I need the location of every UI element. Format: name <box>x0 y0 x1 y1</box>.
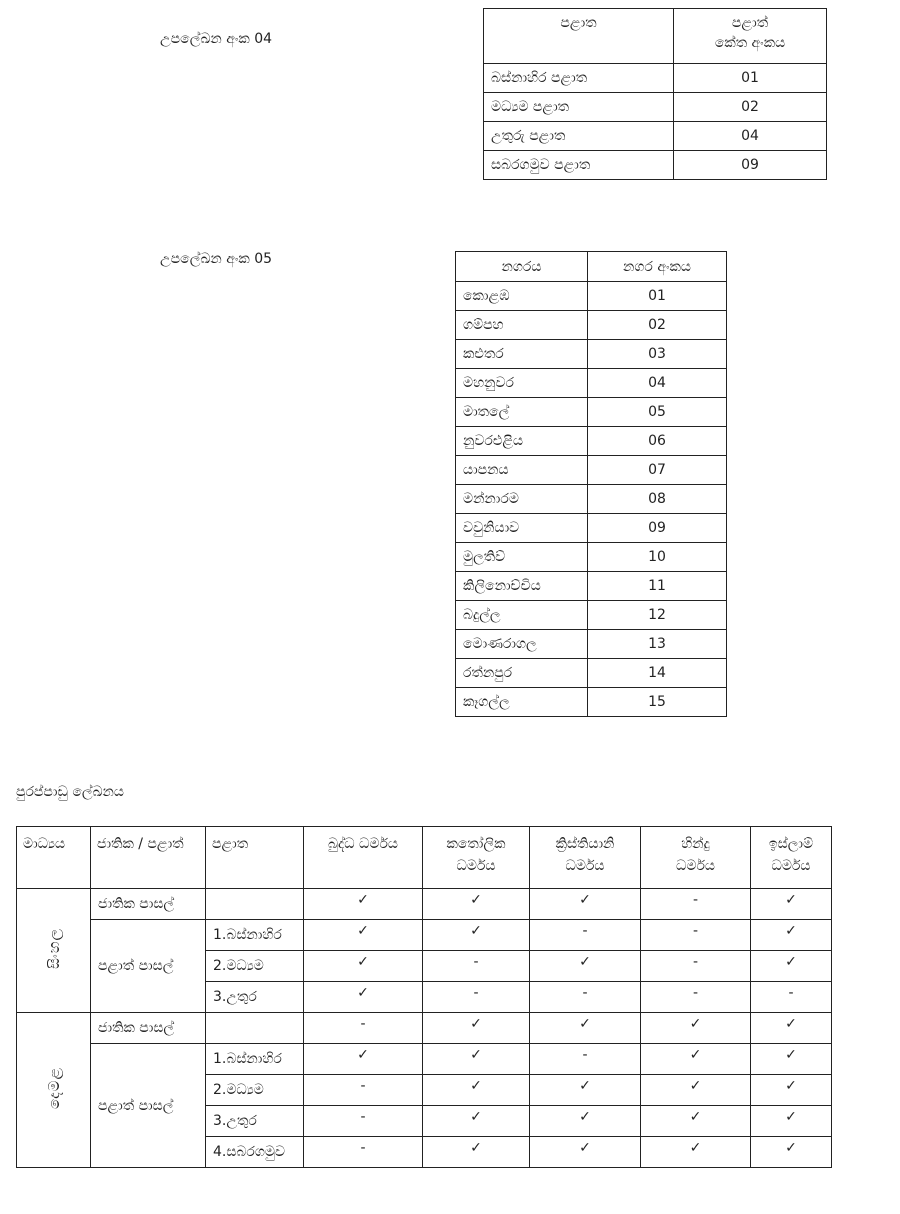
city-name: යාපනය <box>456 456 588 485</box>
city-name: රත්නපුර <box>456 659 588 688</box>
availability-mark: - <box>304 1137 423 1168</box>
city-code: 07 <box>588 456 727 485</box>
city-code: 11 <box>588 572 727 601</box>
city-code: 09 <box>588 514 727 543</box>
city-code: 13 <box>588 630 727 659</box>
city-name: මන්නාරම <box>456 485 588 514</box>
availability-mark: ✓ <box>530 1137 641 1168</box>
vacancy-table <box>16 826 832 1168</box>
table-row <box>484 93 827 122</box>
availability-mark: ✓ <box>423 1044 530 1075</box>
table-header-row <box>456 252 727 282</box>
city-code: 15 <box>588 688 727 717</box>
table-row <box>456 543 727 572</box>
column-header-city-code: නගර අංකය <box>588 252 727 282</box>
availability-mark: - <box>751 982 832 1013</box>
province-cell: 3.උතුර <box>206 982 304 1013</box>
availability-mark: - <box>423 982 530 1013</box>
table-row <box>456 456 727 485</box>
availability-mark: ✓ <box>641 1106 751 1137</box>
availability-mark: ✓ <box>423 920 530 951</box>
column-header-medium: මාධ්‍යය <box>17 827 91 889</box>
availability-mark: ✓ <box>751 1137 832 1168</box>
availability-mark: - <box>304 1106 423 1137</box>
header-line: ධර්මය <box>456 858 496 874</box>
province-name: බස්නාහිර පළාත <box>484 64 674 93</box>
column-header-islam <box>751 827 832 889</box>
province-code: 02 <box>674 93 827 122</box>
province-cell: 2.මධ්‍යම <box>206 951 304 982</box>
availability-mark: ✓ <box>641 1075 751 1106</box>
column-header-buddhism: බුද්ධ ධර්මය <box>304 827 423 889</box>
availability-mark: ✓ <box>751 889 832 920</box>
table-row <box>484 64 827 93</box>
city-name: කොළඹ <box>456 282 588 311</box>
table-row <box>456 311 727 340</box>
city-name: වවුනියාව <box>456 514 588 543</box>
table-row <box>456 630 727 659</box>
header-line: හින්දු <box>681 836 710 852</box>
column-header-province-code <box>674 9 827 64</box>
header-line: ධර්මය <box>676 858 715 874</box>
table-row <box>456 601 727 630</box>
availability-mark: ✓ <box>304 1044 423 1075</box>
table-header-row <box>484 9 827 64</box>
table-row <box>456 427 727 456</box>
availability-mark: - <box>530 920 641 951</box>
availability-mark: ✓ <box>304 920 423 951</box>
column-header-type: ජාතික / පළාත් <box>91 827 206 889</box>
availability-mark: ✓ <box>304 982 423 1013</box>
availability-mark: ✓ <box>751 951 832 982</box>
province-cell: 3.උතුර <box>206 1106 304 1137</box>
table-row <box>17 920 832 951</box>
table-row <box>456 514 727 543</box>
table-row <box>456 340 727 369</box>
availability-mark: - <box>641 951 751 982</box>
availability-mark: ✓ <box>641 1137 751 1168</box>
availability-mark: ✓ <box>641 1044 751 1075</box>
table-row <box>17 889 832 920</box>
medium-label: සිංහල <box>44 928 63 969</box>
province-code-table <box>483 8 827 180</box>
availability-mark: ✓ <box>304 889 423 920</box>
table-row <box>456 688 727 717</box>
availability-mark: ✓ <box>423 889 530 920</box>
city-code-table <box>455 251 727 717</box>
province-name: මධ්‍යම පළාත <box>484 93 674 122</box>
province-cell: 1.බස්නාහිර <box>206 920 304 951</box>
table-row <box>456 398 727 427</box>
city-code: 14 <box>588 659 727 688</box>
province-cell: 1.බස්නාහිර <box>206 1044 304 1075</box>
header-line: ධර්මය <box>565 858 605 874</box>
medium-label: දෙමළ <box>44 1066 63 1110</box>
column-header-province: පළාත <box>484 9 674 64</box>
table-row <box>484 151 827 180</box>
table-row <box>17 1044 832 1075</box>
city-name: මාතලේ <box>456 398 588 427</box>
column-header-line-1: පළාත් <box>731 15 769 31</box>
column-header-hinduism <box>641 827 751 889</box>
city-code: 05 <box>588 398 727 427</box>
table-row <box>456 572 727 601</box>
province-cell: 2.මධ්‍යම <box>206 1075 304 1106</box>
availability-mark: ✓ <box>423 1106 530 1137</box>
province-code: 09 <box>674 151 827 180</box>
province-cell <box>206 1013 304 1044</box>
column-header-province: පළාත <box>206 827 304 889</box>
availability-mark: - <box>304 1013 423 1044</box>
medium-cell <box>17 889 91 1013</box>
availability-mark: - <box>641 982 751 1013</box>
availability-mark: ✓ <box>423 1137 530 1168</box>
header-line: ධර්මය <box>771 858 811 874</box>
province-cell <box>206 889 304 920</box>
availability-mark: ✓ <box>304 951 423 982</box>
city-name: නුවරඑළිය <box>456 427 588 456</box>
table-row <box>456 369 727 398</box>
table-row <box>456 282 727 311</box>
school-type-national: ජාතික පාසල් <box>91 889 206 920</box>
city-code: 08 <box>588 485 727 514</box>
table-row <box>17 1013 832 1044</box>
table-row <box>456 659 727 688</box>
table-row <box>456 485 727 514</box>
availability-mark: - <box>423 951 530 982</box>
city-code: 02 <box>588 311 727 340</box>
availability-mark: ✓ <box>751 1106 832 1137</box>
availability-mark: ✓ <box>530 1075 641 1106</box>
city-code: 01 <box>588 282 727 311</box>
availability-mark: ✓ <box>530 1013 641 1044</box>
city-name: බදුල්ල <box>456 601 588 630</box>
school-type-provincial: පළාත් පාසල් <box>91 1044 206 1168</box>
table-row <box>484 122 827 151</box>
medium-cell <box>17 1013 91 1168</box>
availability-mark: ✓ <box>530 889 641 920</box>
appendix-5-label: උපලේඛන අංක 05 <box>160 251 273 267</box>
province-code: 01 <box>674 64 827 93</box>
city-name: කළුතර <box>456 340 588 369</box>
appendix-4-label: උපලේඛන අංක 04 <box>160 31 273 47</box>
availability-mark: - <box>304 1075 423 1106</box>
column-header-city: නගරය <box>456 252 588 282</box>
table-header-row <box>17 827 832 889</box>
availability-mark: ✓ <box>641 1013 751 1044</box>
city-code: 06 <box>588 427 727 456</box>
availability-mark: ✓ <box>530 1106 641 1137</box>
city-code: 10 <box>588 543 727 572</box>
header-line: කතෝලික <box>446 836 506 852</box>
city-name: කිලිනොච්චිය <box>456 572 588 601</box>
province-code: 04 <box>674 122 827 151</box>
column-header-catholicism <box>423 827 530 889</box>
city-name: ගම්පහ <box>456 311 588 340</box>
column-header-line-2: කේත අංකය <box>714 35 786 51</box>
availability-mark: ✓ <box>530 951 641 982</box>
city-name: මුලතිව් <box>456 543 588 572</box>
availability-mark: - <box>641 889 751 920</box>
city-code: 12 <box>588 601 727 630</box>
city-code: 04 <box>588 369 727 398</box>
city-name: මහනුවර <box>456 369 588 398</box>
availability-mark: ✓ <box>423 1075 530 1106</box>
availability-mark: ✓ <box>751 920 832 951</box>
province-name: උතුරු පළාත <box>484 122 674 151</box>
availability-mark: - <box>641 920 751 951</box>
city-name: කෑගල්ල <box>456 688 588 717</box>
city-code: 03 <box>588 340 727 369</box>
availability-mark: - <box>530 982 641 1013</box>
column-header-christianity <box>530 827 641 889</box>
province-name: සබරගමුව පළාත <box>484 151 674 180</box>
school-type-national: ජාතික පාසල් <box>91 1013 206 1044</box>
province-cell: 4.සබරගමුව <box>206 1137 304 1168</box>
availability-mark: ✓ <box>751 1044 832 1075</box>
city-name: මොණරාගල <box>456 630 588 659</box>
availability-mark: ✓ <box>751 1075 832 1106</box>
availability-mark: ✓ <box>423 1013 530 1044</box>
vacancy-list-label: පුරප්පාඩු ලේඛනය <box>16 784 124 800</box>
availability-mark: ✓ <box>751 1013 832 1044</box>
header-line: ඉස්ලාම් <box>768 836 814 852</box>
availability-mark: - <box>530 1044 641 1075</box>
header-line: ක්‍රිස්තියානි <box>555 836 615 852</box>
school-type-provincial: පළාත් පාසල් <box>91 920 206 1013</box>
